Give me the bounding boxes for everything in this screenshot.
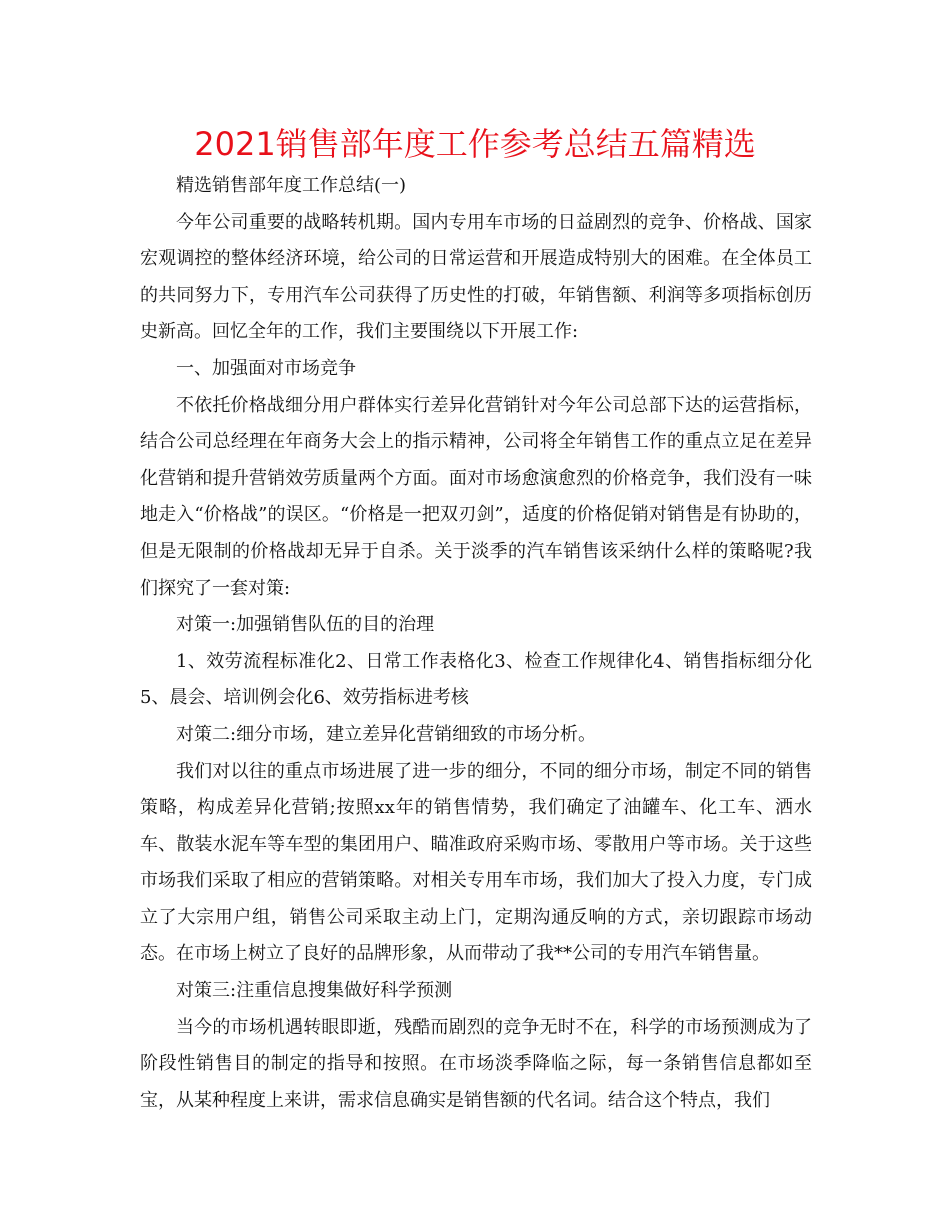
paragraph: 当今的市场机遇转眼即逝，残酷而剧烈的竞争无时不在，科学的市场预测成为了阶段性销售目的制定的指导和按照。在市场淡季降临之际，每一条销售信息都如至宝，从某种程度上来讲，需求信息确实是销售额的代名词。结合这个特点，我们: [140, 1016, 812, 1111]
paragraph: 1、效劳流程标准化2、日常工作表格化3、检查工作规律化4、销售指标细分化5、晨会、培训例会化6、效劳指标进考核: [140, 650, 812, 709]
strategy-heading: 对策二:细分市场，建立差异化营销细致的市场分析。: [176, 723, 597, 745]
strategy-heading: 对策一:加强销售队伍的目的治理: [176, 614, 435, 636]
document-body: [140, 168, 812, 1119]
paragraph: 不依托价格战细分用户群体实行差异化营销针对今年公司总部下达的运营指标，结合公司总经理在年商务大会上的指示精神，公司将全年销售工作的重点立足在差异化营销和提升营销效劳质量两个方面。面对市场愈演愈烈的价格竞争，我们没有一味地走入“价格战”的误区。“价格是一把双刃剑”，适度的价格促销对销售是有协助的，但是无限制的价格战却无异于自杀。关于淡季的汽车销售该采纳什么样的策略呢?我们探究了一套对策:: [140, 394, 812, 599]
paragraph: 我们对以往的重点市场进展了进一步的细分，不同的细分市场，制定不同的销售策略，构成差异化营销;按照xx年的销售情势，我们确定了油罐车、化工车、洒水车、散装水泥车等车型的集团用户、瞄准政府采购市场、零散用户等市场。关于这些市场我们采取了相应的营销策略。对相关专用车市场，我们加大了投入力度，专门成立了大宗用户组，销售公司采取主动上门，定期沟通反响的方式，亲切跟踪市场动态。在市场上树立了良好的品牌形象，从而带动了我**公司的专用汽车销售量。: [140, 760, 812, 965]
section-heading: 精选销售部年度工作总结(一): [176, 175, 407, 196]
paragraph: 今年公司重要的战略转机期。国内专用车市场的日益剧烈的竞争、价格战、国家宏观调控的整体经济环境，给公司的日常运营和开展造成特别大的困难。在全体员工的共同努力下，专用汽车公司获得了历史性的打破，年销售额、利润等多项指标创历史新高。回忆全年的工作，我们主要围绕以下开展工作:: [140, 211, 812, 343]
document-title: 2021销售部年度工作参考总结五篇精选: [194, 125, 756, 163]
strategy-heading: 对策三:注重信息搜集做好科学预测: [176, 980, 453, 1002]
subsection-heading: 一、加强面对市场竞争: [176, 357, 356, 379]
